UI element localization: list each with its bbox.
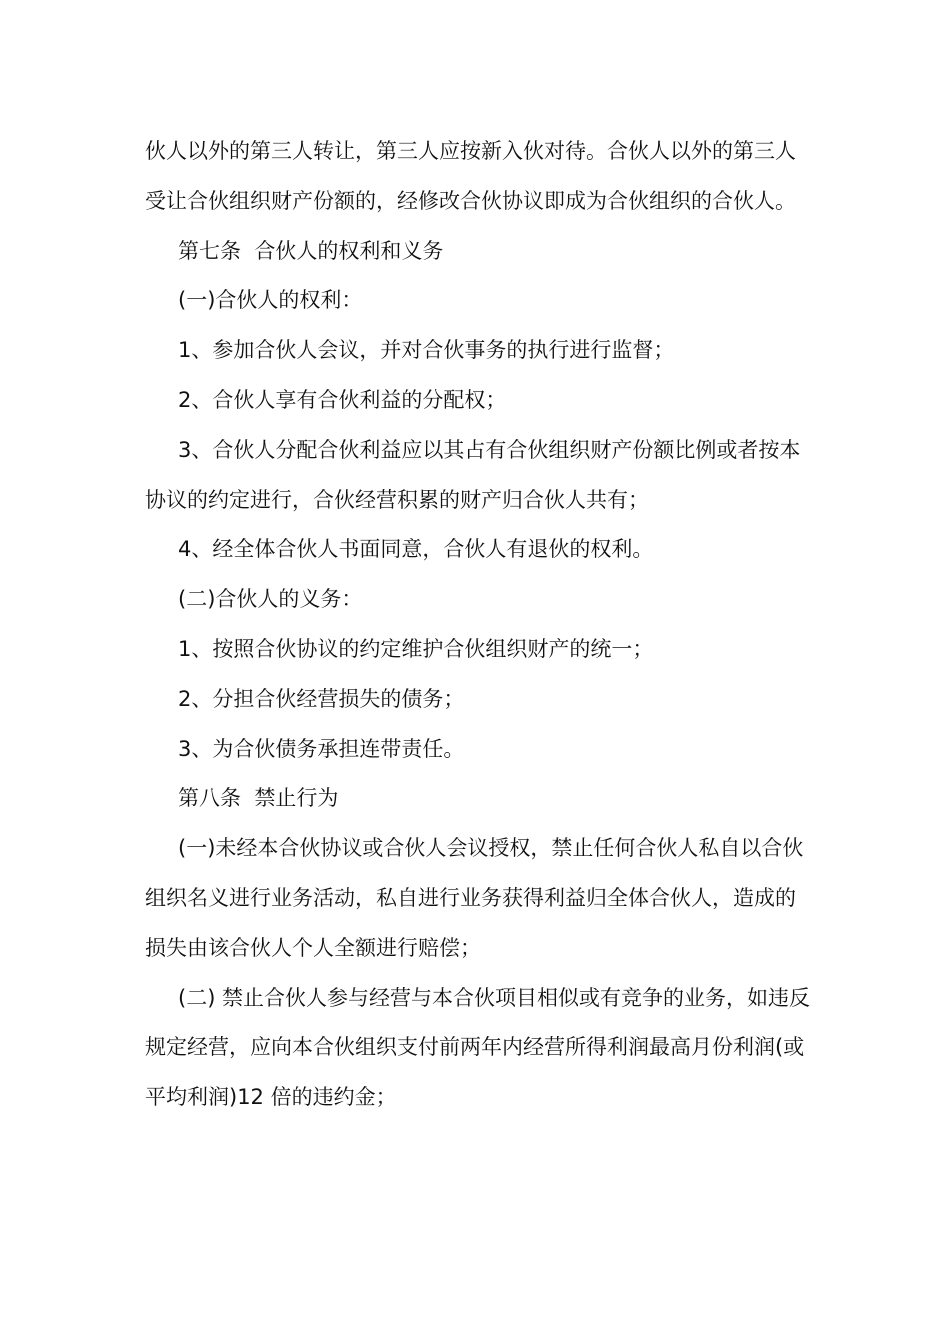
rights-item-1: 1、参加合伙人会议，并对合伙事务的执行进行监督； xyxy=(178,338,675,363)
rights-item-4: 4、经全体合伙人书面同意，合伙人有退伙的权利。 xyxy=(178,537,654,562)
section-partner-rights-heading: (一)合伙人的权利： xyxy=(178,288,363,313)
rights-item-2: 2、合伙人享有合伙利益的分配权； xyxy=(178,387,507,412)
duties-item-1: 1、按照合伙协议的约定维护合伙组织财产的统一； xyxy=(178,636,654,661)
article-8-heading: 第八条 禁止行为 xyxy=(178,786,339,811)
section-partner-duties-heading: (二)合伙人的义务： xyxy=(178,587,363,612)
prohibition-item-1: (一)未经本合伙协议或合伙人会议授权，禁止任何合伙人私自以合伙组织名义进行业务活动，私自进行业务获得利益归全体合伙人，造成的损失由该合伙人个人全额进行赔偿； xyxy=(145,836,804,960)
paragraph-continuation: 伙人以外的第三人转让，第三人应按新入伙对待。合伙人以外的第三人受让合伙组织财产份额的，经修改合伙协议即成为合伙组织的合伙人。 xyxy=(145,139,796,213)
rights-item-3: 3、合伙人分配合伙利益应以其占有合伙组织财产份额比例或者按本协议的约定进行，合伙经营积累的财产归合伙人共有； xyxy=(145,437,801,512)
document-body xyxy=(145,127,815,1123)
article-7-heading: 第七条 合伙人的权利和义务 xyxy=(178,238,444,263)
prohibition-item-2: (二) 禁止合伙人参与经营与本合伙项目相似或有竞争的业务，如违反规定经营，应向本合伙组织支付前两年内经营所得利润最高月份利润(或平均利润)12 倍的违约金； xyxy=(145,985,811,1110)
duties-item-3: 3、为合伙债务承担连带责任。 xyxy=(178,736,465,761)
duties-item-2: 2、分担合伙经营损失的债务； xyxy=(178,686,465,711)
